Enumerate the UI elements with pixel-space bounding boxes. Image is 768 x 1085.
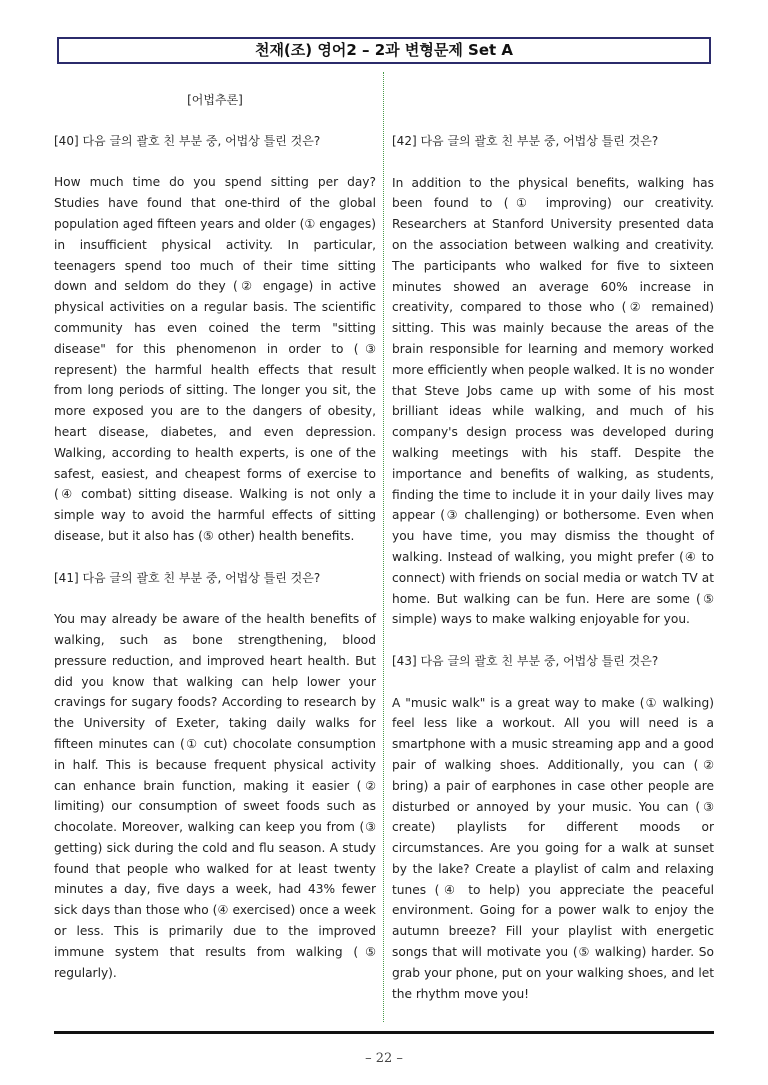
column-divider	[383, 72, 384, 1022]
page-number: – 22 –	[365, 1051, 403, 1066]
question-40-passage: How much time do you spend sitting per day? Studies have found that one-third of the global population aged fifteen years and older (① engages) in insufficient physical activity. In particular, teenagers spend too much of their time sitting down and seldom do they (② engage) in active physical activities on a regular basis. The scientific community has even coined the term "sitting disease" for this phenomenon in order to (③ represent) the harmful health effects that result from long periods of sitting. The longer you sit, the more exposed you are to the dangers of obesity, heart disease, diabetes, and even depression. Walking, according to health experts, is one of the safest, easiest, and cheapest forms of exercise to (④ combat) sitting disease. Walking is not only a simple way to avoid the harmful effects of sitting disease, but it also has (⑤ other) health benefits.	[54, 175, 376, 543]
footer-rule	[54, 1031, 714, 1034]
question-41-passage: You may already be aware of the health benefits of walking, such as bone strengthening, blood pressure reduction, and improved heart health. But did you know that walking can help lower your cravings for sugary foods? According to research by the University of Exeter, taking daily walks for fifteen minutes can (① cut) chocolate consumption in half. This is because frequent physical activity can enhance brain function, making it easier (② limiting) our consumption of sweet foods such as chocolate. Moreover, walking can keep you from (③ getting) sick during the cold and flu season. A study found that people who walked for at least twenty minutes a day, five days a week, had 43% fewer sick days than those who (④ exercised) once a week or less. This is primarily due to the improved immune system that results from walking (⑤ regularly).	[54, 612, 376, 980]
section-label: [어법추론]	[187, 93, 243, 107]
question-40-label: [40] 다음 글의 괄호 친 부분 중, 어법상 틀린 것은?	[54, 133, 321, 148]
right-column	[392, 90, 714, 1025]
page-title: 천재(조) 영어2 – 2과 변형문제 Set A	[57, 37, 711, 64]
question-41-label: [41] 다음 글의 괄호 친 부분 중, 어법상 틀린 것은?	[54, 570, 321, 585]
question-42-passage: In addition to the physical benefits, walking has been found to (① improving) our creativity. Researchers at Stanford University presented data on the association between walking and creativity. The participants who walked for five to sixteen minutes showed an average 60% increase in creativity, compared to those who (② remained) sitting. This was mainly because the areas of the brain responsible for learning and memory worked more efficiently when people walked. It is no wonder that Steve Jobs came up with some of his most brilliant ideas while walking, and much of his company's design process was developed during walking meetings with his staff. Despite the importance and benefits of walking, as students, finding the time to include it in your daily lives may appear (③ challenging) or bothersome. Even when you have time, you may dismiss the thought of walking. Instead of walking, you might prefer (④ to connect) with friends on social media or watch TV at home. But walking can be fun. Here are some (⑤ simple) ways to make walking enjoyable for you.	[392, 175, 714, 627]
left-column	[54, 90, 376, 1004]
question-43-label: [43] 다음 글의 괄호 친 부분 중, 어법상 틀린 것은?	[392, 653, 659, 668]
question-42-label: [42] 다음 글의 괄호 친 부분 중, 어법상 틀린 것은?	[392, 134, 659, 148]
question-43-passage: A "music walk" is a great way to make (① walking) feel less like a workout. All you will need is a smartphone with a music streaming app and a good pair of walking shoes. Additionally, you can (② bring) a pair of earphones in case other people are disturbed or annoyed by your music. You can (③ create) playlists for different moods or circumstances. Are you going for a walk at sunset by the lake? Create a playlist of calm and relaxing tunes (④ to help) you appreciate the peaceful environment. Going for a power walk to enjoy the autumn breeze? Fill your playlist with energetic songs that will motivate you (⑤ walking) harder. So grab your phone, put on your walking shoes, and let the rhythm move you!	[392, 695, 714, 1001]
